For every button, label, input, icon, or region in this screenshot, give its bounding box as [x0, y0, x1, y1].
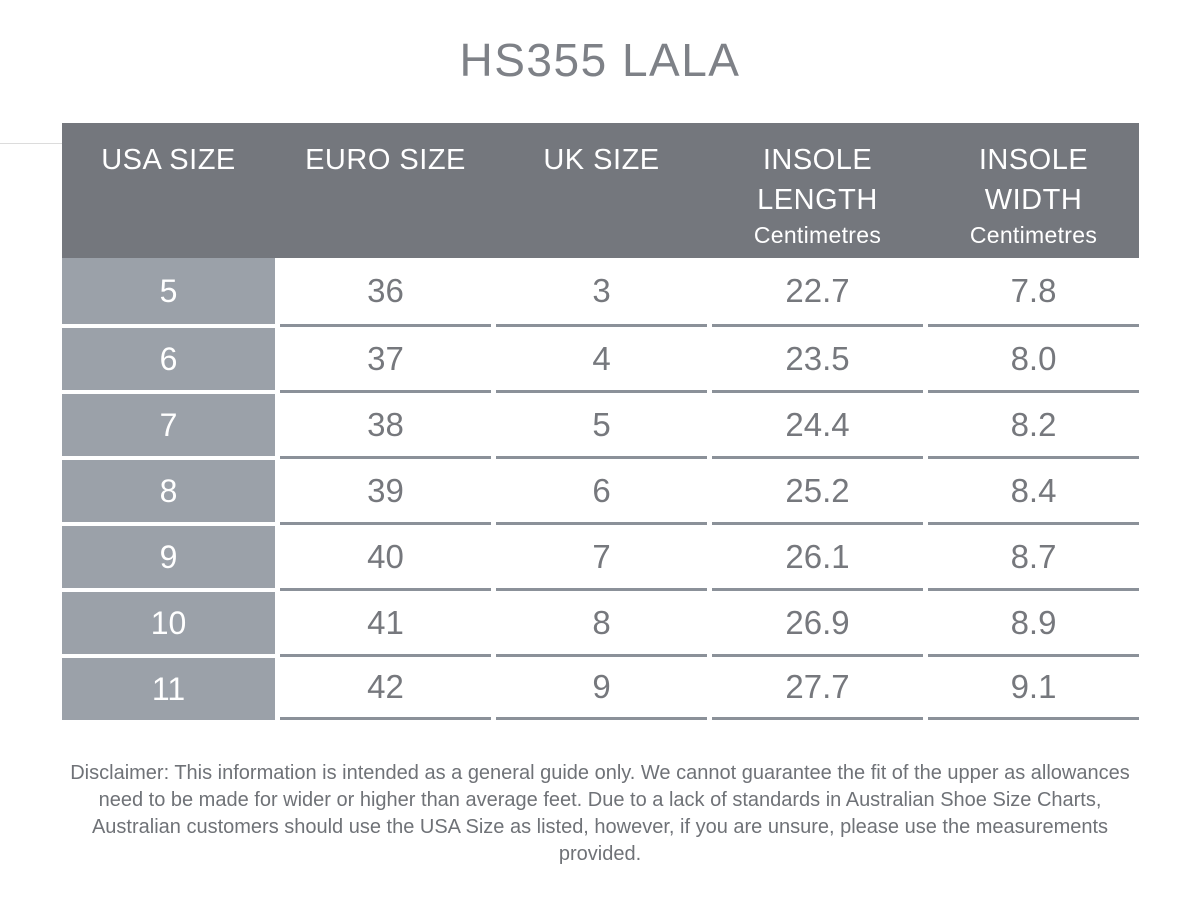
data-cell: 5 — [496, 390, 707, 456]
column-header-label: USA SIZE — [101, 144, 236, 176]
table-row — [62, 390, 1139, 456]
table-row — [62, 588, 1139, 654]
column-header-usa-size — [62, 123, 275, 258]
table-header-row — [62, 123, 1139, 258]
column-header-euro-size — [280, 123, 491, 258]
table-row — [62, 324, 1139, 390]
page-title: HS355 LALA — [459, 34, 741, 86]
row-header-cell: 10 — [62, 588, 275, 654]
data-cell: 26.9 — [712, 588, 923, 654]
column-header-label: INSOLE — [762, 144, 873, 176]
data-cell: 23.5 — [712, 324, 923, 390]
data-cell: 26.1 — [712, 522, 923, 588]
decorative-rule-left — [0, 143, 62, 144]
data-cell: 7.8 — [928, 258, 1139, 324]
data-cell: 24.4 — [712, 390, 923, 456]
data-cell: 9 — [496, 654, 707, 720]
data-cell: 8.0 — [928, 324, 1139, 390]
data-cell: 3 — [496, 258, 707, 324]
column-header-insole-width — [928, 123, 1139, 258]
table-row — [62, 654, 1139, 720]
data-cell: 41 — [280, 588, 491, 654]
column-header-label: LENGTH — [757, 184, 878, 216]
data-cell: 40 — [280, 522, 491, 588]
column-header-label: INSOLE — [978, 144, 1089, 176]
data-cell: 6 — [496, 456, 707, 522]
data-cell: 25.2 — [712, 456, 923, 522]
column-header-label: UK SIZE — [543, 144, 660, 176]
data-cell: 22.7 — [712, 258, 923, 324]
column-header-unit-label: Centimetres — [969, 222, 1098, 248]
data-cell: 39 — [280, 456, 491, 522]
row-header-cell: 9 — [62, 522, 275, 588]
data-cell: 7 — [496, 522, 707, 588]
data-cell: 36 — [280, 258, 491, 324]
row-header-cell: 8 — [62, 456, 275, 522]
data-cell: 8.7 — [928, 522, 1139, 588]
column-header-label: EURO SIZE — [305, 144, 466, 176]
column-header-insole-length — [712, 123, 923, 258]
column-header-unit-label: Centimetres — [753, 222, 882, 248]
column-header-uk-size — [496, 123, 707, 258]
table-body — [62, 258, 1139, 720]
row-header-cell: 5 — [62, 258, 275, 324]
data-cell: 9.1 — [928, 654, 1139, 720]
data-cell: 8.4 — [928, 456, 1139, 522]
table-row — [62, 258, 1139, 324]
data-cell: 4 — [496, 324, 707, 390]
disclaimer-text: Disclaimer: This information is intended as a general guide only. We cannot guarantee the fit of the upper as allowances need to be made for wider or higher than average feet. Due to a lack of standards in Australian Shoe Size Charts, Australian customers should use the USA Size as listed, however, if you are unsure, please use the measurements provided. — [70, 762, 1130, 865]
data-cell: 27.7 — [712, 654, 923, 720]
data-cell: 8.2 — [928, 390, 1139, 456]
table-row — [62, 522, 1139, 588]
data-cell: 38 — [280, 390, 491, 456]
table-row — [62, 456, 1139, 522]
row-header-cell: 6 — [62, 324, 275, 390]
data-cell: 8 — [496, 588, 707, 654]
row-header-cell: 11 — [62, 654, 275, 720]
size-chart-table — [62, 123, 1139, 720]
row-header-cell: 7 — [62, 390, 275, 456]
column-header-label: WIDTH — [984, 184, 1083, 216]
data-cell: 8.9 — [928, 588, 1139, 654]
data-cell: 37 — [280, 324, 491, 390]
data-cell: 42 — [280, 654, 491, 720]
